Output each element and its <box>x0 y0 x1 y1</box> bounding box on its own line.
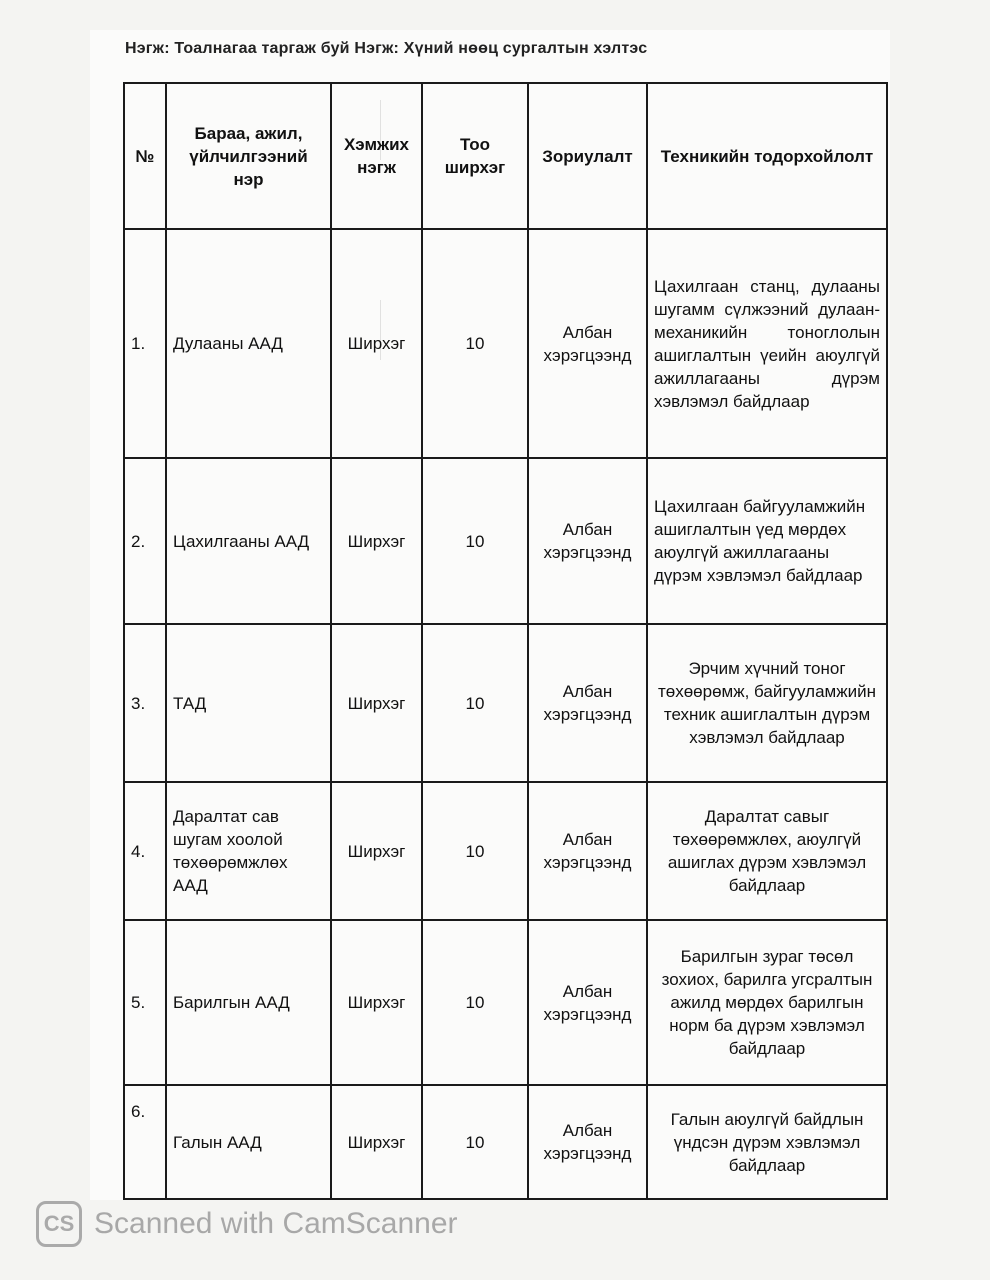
specification: Эрчим хүчний тоног төхөөрөмж, байгууламжийн техник ашиглалтын дүрэм хэвлэмэл байдлаар <box>647 624 887 782</box>
specification: Галын аюулгүй байдлын үндсэн дүрэм хэвлэмэл байдлаар <box>647 1085 887 1199</box>
row-number: 3. <box>124 624 166 782</box>
specification: Цахилгаан байгууламжийн ашиглалтын үед мөрдөх аюулгүй ажиллагааны дүрэм хэвлэмэл байдлаар <box>647 458 887 624</box>
specification: Цахилгаан станц, дулааны шугамм сүлжээний дулаан-механикийн тоноглолын ашиглалтын үеийн аюулгүй ажиллагааны дүрэм хэвлэмэл байдлаар <box>647 229 887 458</box>
table-header-row <box>124 83 887 229</box>
unit: Ширхэг <box>331 920 422 1085</box>
row-number: 6. <box>124 1085 166 1199</box>
quantity: 10 <box>422 920 528 1085</box>
quantity: 10 <box>422 458 528 624</box>
table-row <box>124 624 887 782</box>
header-purpose: Зориулалт <box>528 83 647 229</box>
table-row <box>124 1085 887 1199</box>
unit: Ширхэг <box>331 624 422 782</box>
camscanner-logo-icon: CS <box>36 1201 82 1247</box>
row-number: 2. <box>124 458 166 624</box>
purpose: Албан хэрэгцээнд <box>528 458 647 624</box>
quantity: 10 <box>422 229 528 458</box>
header-quantity: Тоо ширхэг <box>422 83 528 229</box>
camscanner-text: Scanned with CamScanner <box>94 1207 458 1240</box>
item-name: Галын ААД <box>166 1085 331 1199</box>
row-number: 1. <box>124 229 166 458</box>
table-row <box>124 782 887 920</box>
item-name: Даралтат сав шугам хоолой төхөөрөмжлөх ААД <box>166 782 331 920</box>
unit: Ширхэг <box>331 229 422 458</box>
purpose: Албан хэрэгцээнд <box>528 920 647 1085</box>
purpose: Албан хэрэгцээнд <box>528 1085 647 1199</box>
item-name: ТАД <box>166 624 331 782</box>
quantity: 10 <box>422 624 528 782</box>
quantity: 10 <box>422 1085 528 1199</box>
row-number: 4. <box>124 782 166 920</box>
item-name: Барилгын ААД <box>166 920 331 1085</box>
specification: Даралтат савыг төхөөрөмжлөх, аюулгүй ашиглах дүрэм хэвлэмэл байдлаар <box>647 782 887 920</box>
unit: Ширхэг <box>331 458 422 624</box>
header-item-name: Бараа, ажил, үйлчилгээний нэр <box>166 83 331 229</box>
table-row <box>124 229 887 458</box>
specification: Барилгын зураг төсөл зохиох, барилга угсралтын ажилд мөрдөх барилгын норм ба дүрэм хэвлэмэл байдлаар <box>647 920 887 1085</box>
table-row <box>124 458 887 624</box>
camscanner-footer <box>36 1198 556 1250</box>
row-number: 5. <box>124 920 166 1085</box>
table-row <box>124 920 887 1085</box>
specification-table <box>123 82 888 1200</box>
header-number: № <box>124 83 166 229</box>
unit: Ширхэг <box>331 1085 422 1199</box>
purpose: Албан хэрэгцээнд <box>528 624 647 782</box>
unit: Ширхэг <box>331 782 422 920</box>
item-name: Дулааны ААД <box>166 229 331 458</box>
header-unit: Хэмжих нэгж <box>331 83 422 229</box>
purpose: Албан хэрэгцээнд <box>528 229 647 458</box>
quantity: 10 <box>422 782 528 920</box>
purpose: Албан хэрэгцээнд <box>528 782 647 920</box>
document-heading: Нэгж: Тоалнагаа таргаж буй Нэгж: Хүний нөөц сургалтын хэлтэс <box>125 40 648 57</box>
item-name: Цахилгааны ААД <box>166 458 331 624</box>
header-specification: Техникийн тодорхойлолт <box>647 83 887 229</box>
